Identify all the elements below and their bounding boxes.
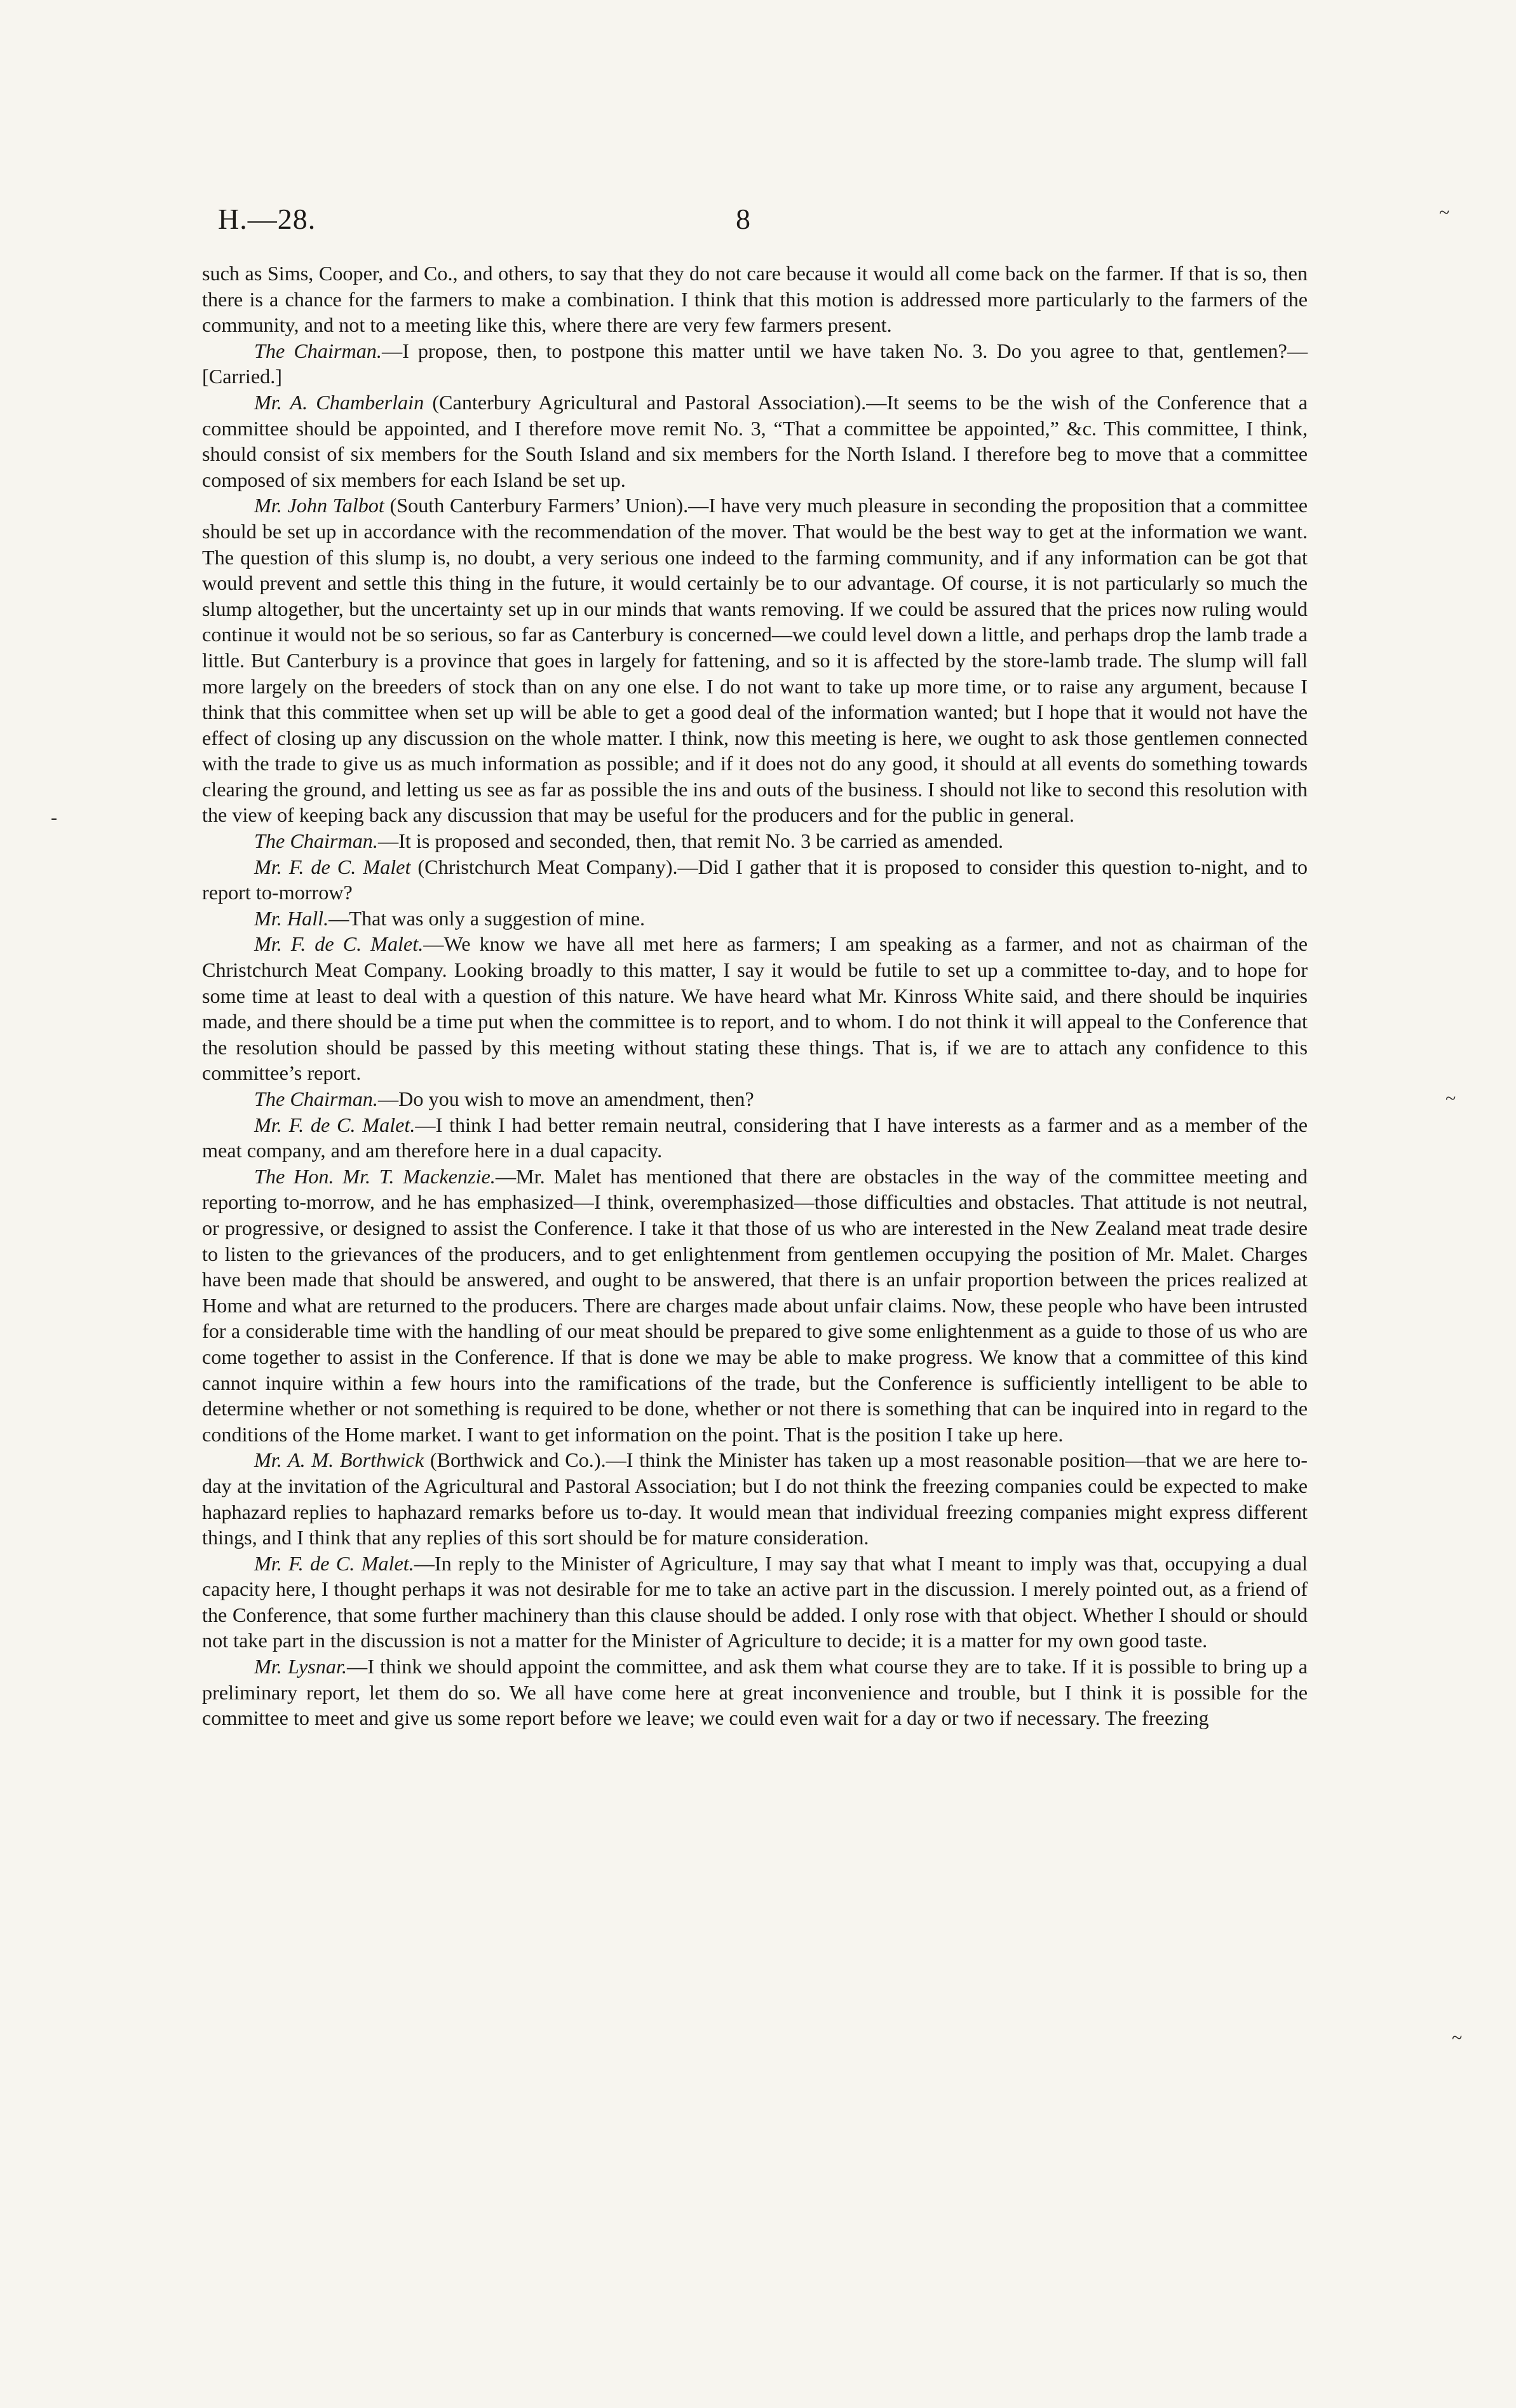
speech-text: (Borthwick and Co.).—I think the Minister has taken up a most reasonable position—that we are here to-day at the invitation of the Agricultural and Pastoral Association; but I do not think the freezing companies could be expected to make haphazard replies to haphazard remarks before us to-day. It would mean that individual freezing companies might express different things, and I think that any replies of this sort should be for mature consideration. xyxy=(202,1448,1308,1549)
speaker-name: Mr. A. M. Borthwick xyxy=(254,1448,424,1472)
paragraph xyxy=(202,1447,1308,1550)
speech-text: —It is proposed and seconded, then, that remit No. 3 be carried as amended. xyxy=(377,829,1004,853)
speaker-name: Mr. Lysnar. xyxy=(254,1655,347,1678)
speaker-name: The Chairman. xyxy=(254,829,378,853)
paragraph xyxy=(202,390,1308,493)
speaker-name: Mr. A. Chamberlain xyxy=(254,390,424,414)
paragraph xyxy=(202,1551,1308,1654)
speech-text: —In reply to the Minister of Agriculture, I may say that what I meant to imply was that, occupying a dual capacity here, I thought perhaps it was not desirable for me to take an active part in the discussion. I merely pointed out, as a friend of the Conference, that some further machinery than this clause should be added. I only rose with that object. Whether I should or should not take part in the discussion is not a matter for the Minister of Agriculture to decide; it is a matter for my own good taste. xyxy=(202,1551,1308,1652)
speech-text: —I propose, then, to postpone this matter until we have taken No. 3. Do you agree to that, gentlemen?—[Carried.] xyxy=(202,339,1308,388)
paragraph xyxy=(202,828,1308,854)
speech-text: —Do you wish to move an amendment, then? xyxy=(377,1087,754,1110)
speaker-name: Mr. F. de C. Malet. xyxy=(254,1551,414,1575)
page-header xyxy=(218,202,1336,240)
paragraph xyxy=(202,931,1308,1086)
paragraph xyxy=(202,1164,1308,1448)
speech-text: —That was only a suggestion of mine. xyxy=(328,906,646,930)
margin-mark: ~ xyxy=(1452,2027,1463,2048)
speech-text: (Christchurch Meat Company).—Did I gather that it is proposed to consider this question to-night, and to report to-morrow? xyxy=(202,855,1308,904)
speech-text: —I think we should appoint the committee, and ask them what course they are to take. If it is possible to bring up a preliminary report, let them do so. We all have come here at great inconvenience and trouble, but I think it is possible for the committee to meet and give us some report before we leave; we could even wait for a day or two if necessary. The freezing xyxy=(202,1655,1308,1730)
speech-text: —We know we have all met here as farmers; I am speaking as a farmer, and not as chairman of the Christchurch Meat Company. Looking broadly to this matter, I say it would be futile to set up a committee to-day, and to hope for some time at least to deal with a question of this nature. We have heard what Mr. Kinross White said, and there should be inquiries made, and there should be a time put when the committee is to report, and to whom. I do not think it will appeal to the Conference that the resolution should be passed by this meeting without stating these things. That is, if we are to attach any confidence to this committee’s report. xyxy=(202,932,1308,1085)
margin-mark: - xyxy=(51,807,57,828)
page-number: 8 xyxy=(736,203,750,235)
paragraph xyxy=(202,1654,1308,1731)
paragraph: such as Sims, Cooper, and Co., and others, to say that they do not care because it would all come back on the farmer. If that is so, then there is a chance for the farmers to make a combination. I think that this motion is addressed more particularly to the farmers of the community, and not to a meeting like this, where there are very few farmers present. xyxy=(202,262,1308,337)
paragraph xyxy=(202,338,1308,390)
speech-text: —I think I had better remain neutral, considering that I have interests as a farmer and as a member of the meat company, and am therefore here in a dual capacity. xyxy=(202,1113,1308,1162)
margin-mark: ~ xyxy=(1439,202,1450,223)
speaker-name: Mr. Hall. xyxy=(254,906,329,930)
speaker-name: Mr. F. de C. Malet. xyxy=(254,932,424,956)
speaker-name: Mr. F. de C. Malet. xyxy=(254,1113,416,1136)
speech-text: (South Canterbury Farmers’ Union).—I have very much pleasure in seconding the proposition that a committee should be set up in accordance with the recommendation of the mover. That would be the best way to get at the information we want. The question of this slump is, no doubt, a very serious one indeed to the farming community, and if any information can be got that would prevent and settle this thing in the future, it would certainly be to our advantage. Of course, it is not particularly so much the slump altogether, but the uncertainty set up in our minds that wants removing. If we could be assured that the prices now ruling would continue it would not be so serious, so far as Canterbury is concerned—we could level down a little, and perhaps drop the lamb trade a little. But Canterbury is a province that goes in largely for fattening, and so it is affected by the store-lamb trade. The slump will fall more largely on the breeders of stock than on any one else. I do not want to take up more time, or to raise any argument, because I think that this committee when set up will be able to get a good deal of the information wanted; but I hope that it would not have the effect of closing up any discussion on the whole matter. I think, now this meeting is here, we ought to ask those gentlemen connected with the trade to give us as much information as possible; and if it does not do any good, it should at all events do something towards clearing the ground, and letting us see as far as possible the ins and outs of the business. I should not like to second this resolution with the view of keeping back any discussion that may be useful for the producers and for the public in general. xyxy=(202,494,1308,827)
paragraph xyxy=(202,854,1308,906)
speaker-name: The Hon. Mr. T. Mackenzie. xyxy=(254,1164,496,1188)
speech-text: (Canterbury Agricultural and Pastoral Association).—It seems to be the wish of the Conference that a committee should be appointed, and I therefore move remit No. 3, “That a committee be appointed,” &c. This committee, I think, should consist of six members for the South Island and six members for the North Island. I therefore beg to move that a committee composed of six members for each Island be set up. xyxy=(202,390,1308,491)
paragraph xyxy=(202,1086,1308,1112)
paragraph xyxy=(202,493,1308,828)
speaker-name: Mr. John Talbot xyxy=(254,494,384,517)
speaker-name: Mr. F. de C. Malet xyxy=(254,855,411,878)
margin-mark: ~ xyxy=(1445,1088,1456,1109)
speaker-name: The Chairman. xyxy=(254,1087,378,1110)
paragraph xyxy=(202,906,1308,932)
document-reference: H.—28. xyxy=(218,203,316,235)
speaker-name: The Chairman. xyxy=(254,339,382,362)
body-text xyxy=(202,261,1308,1731)
paragraph xyxy=(202,1112,1308,1164)
speech-text: —Mr. Malet has mentioned that there are obstacles in the way of the committee meeting and reporting to-morrow, and he has emphasized—I think, overemphasized—those difficulties and obstacles. That attitude is not neutral, or progressive, or designed to assist the Conference. I take it that those of us who are interested in the New Zealand meat trade desire to listen to the grievances of the producers, and to get enlightenment from gentlemen occupying the position of Mr. Malet. Charges have been made that should be answered, and ought to be answered, that there is an unfair proportion between the prices realized at Home and what are returned to the producers. There are charges made about unfair claims. Now, these people who have been intrusted for a considerable time with the handling of our meat should be prepared to give some enlightenment as a guide to those of us who are come together to assist in the Conference. If that is done we may be able to make progress. We know that a committee of this kind cannot inquire within a few hours into the ramifications of the trade, but the Conference is sufficiently intelligent to be able to determine whether or not something is required to be done, whether or not there is something that can be inquired into in regard to the conditions of the Home market. I want to get information on the point. That is the position I take up here. xyxy=(202,1164,1308,1446)
